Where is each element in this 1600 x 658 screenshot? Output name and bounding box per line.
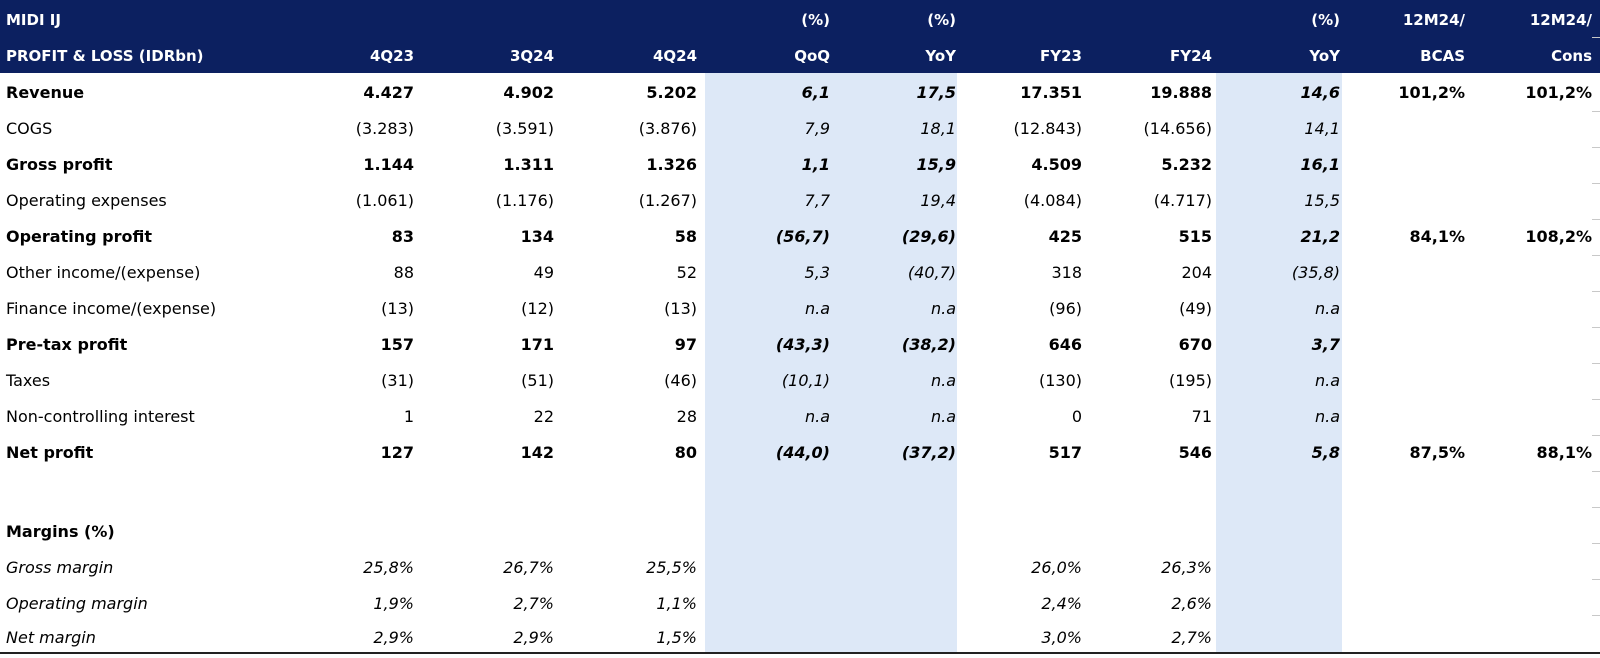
value-cell: 5.232 [1161, 155, 1212, 174]
value-cell: (10,1) [781, 371, 830, 390]
value-cell [1351, 255, 1465, 291]
gridline-tick [1592, 615, 1600, 616]
value-cell: 1,5% [656, 628, 697, 647]
value-cell: 25,8% [363, 558, 414, 577]
value-cell: 19.888 [1150, 83, 1212, 102]
value-cell: 6,1 [801, 83, 830, 102]
value-cell: 1.144 [363, 155, 414, 174]
gridline-tick [1592, 363, 1600, 364]
row-label: Other income/(expense) [6, 263, 201, 282]
value-cell: 14,6 [1300, 83, 1340, 102]
table-title: MIDI IJ [6, 11, 61, 29]
header-cell [968, 2, 1082, 38]
header-cell: 3Q24 [509, 47, 554, 65]
table-row [0, 435, 1600, 471]
value-cell: 4.509 [1031, 155, 1082, 174]
table-row [0, 75, 1600, 111]
value-cell: 28 [676, 407, 697, 426]
header-cell [440, 2, 554, 38]
header-row-1 [0, 2, 1600, 38]
row-label: Taxes [6, 371, 51, 390]
value-cell: (1.176) [495, 191, 554, 210]
value-cell: 1,1 [801, 155, 830, 174]
value-cell: 26,0% [1031, 558, 1082, 577]
header-cell: 4Q23 [369, 47, 414, 65]
gridline-tick [1592, 219, 1600, 220]
value-cell: 157 [380, 335, 414, 354]
gridline-tick [1592, 147, 1600, 148]
table-row [0, 147, 1600, 183]
value-cell: (40,7) [907, 263, 956, 282]
value-cell: 2,9% [373, 628, 414, 647]
value-cell: (13) [381, 299, 414, 318]
value-cell: n.a [930, 407, 956, 426]
margins-heading-row [0, 514, 1600, 550]
value-cell: 97 [674, 335, 697, 354]
value-cell: 127 [380, 443, 414, 462]
header-cell: Cons [1551, 47, 1592, 65]
value-cell: 3,7 [1311, 335, 1340, 354]
value-cell: 88,1% [1536, 443, 1592, 462]
value-cell: (12.843) [1013, 119, 1082, 138]
gridline-tick [1592, 507, 1600, 508]
value-cell: 204 [1181, 263, 1212, 282]
margin-row [0, 550, 1600, 586]
value-cell: 517 [1048, 443, 1082, 462]
value-cell: 15,5 [1304, 191, 1340, 210]
value-cell: 26,3% [1161, 558, 1212, 577]
value-cell: 26,7% [503, 558, 554, 577]
table-row [0, 111, 1600, 147]
row-label: Operating profit [6, 227, 152, 246]
value-cell: (46) [664, 371, 697, 390]
table-bottom-border [0, 652, 1600, 654]
value-cell: 1.311 [503, 155, 554, 174]
table-row [0, 183, 1600, 219]
value-cell: n.a [804, 299, 830, 318]
value-cell: (49) [1179, 299, 1212, 318]
value-cell: 2,7% [1171, 628, 1212, 647]
value-cell: 2,4% [1041, 594, 1082, 613]
value-cell: 5,8 [1311, 443, 1340, 462]
gridline-tick [1592, 255, 1600, 256]
header-cell: (%) [1311, 11, 1340, 29]
header-cell: YoY [1309, 47, 1340, 65]
value-cell: 84,1% [1409, 227, 1465, 246]
value-cell [1351, 111, 1465, 147]
gridline-tick [1592, 579, 1600, 580]
value-cell: 134 [520, 227, 554, 246]
value-cell: 7,7 [804, 191, 830, 210]
value-cell: (56,7) [775, 227, 830, 246]
value-cell: 425 [1048, 227, 1082, 246]
value-cell: 80 [674, 443, 697, 462]
value-cell: (31) [381, 371, 414, 390]
value-cell: (14.656) [1143, 119, 1212, 138]
gridline-tick [1592, 435, 1600, 436]
value-cell: 49 [533, 263, 554, 282]
row-label: Net margin [6, 628, 96, 647]
gridline-tick [1592, 111, 1600, 112]
gridline-tick [1592, 327, 1600, 328]
value-cell: 1.326 [646, 155, 697, 174]
value-cell: n.a [1314, 371, 1340, 390]
value-cell: (51) [521, 371, 554, 390]
row-label: Non-controlling interest [6, 407, 195, 426]
value-cell: (38,2) [901, 335, 956, 354]
table-row [0, 327, 1600, 363]
row-label: Operating expenses [6, 191, 167, 210]
value-cell [1351, 363, 1465, 399]
header-cell: FY23 [1040, 47, 1082, 65]
gridline-tick [1592, 471, 1600, 472]
table-row [0, 255, 1600, 291]
value-cell: 670 [1178, 335, 1212, 354]
gridline-tick [1592, 37, 1600, 38]
value-cell: 21,2 [1300, 227, 1340, 246]
header-cell [300, 2, 414, 38]
value-cell: 58 [674, 227, 697, 246]
gridline-tick [1592, 291, 1600, 292]
value-cell [1351, 183, 1465, 219]
value-cell: 14,1 [1304, 119, 1340, 138]
row-label: Operating margin [6, 594, 148, 613]
gridline-tick [1592, 543, 1600, 544]
value-cell: 101,2% [1398, 83, 1465, 102]
row-label: Finance income/(expense) [6, 299, 217, 318]
row-label: Gross margin [6, 558, 114, 577]
value-cell: (37,2) [901, 443, 956, 462]
value-cell: (3.283) [355, 119, 414, 138]
value-cell: 18,1 [920, 119, 956, 138]
value-cell: 1,9% [373, 594, 414, 613]
value-cell: (195) [1168, 371, 1212, 390]
value-cell: 2,7% [513, 594, 554, 613]
value-cell: 17.351 [1020, 83, 1082, 102]
value-cell: (1.061) [355, 191, 414, 210]
header-cell: 12M24/ [1402, 11, 1465, 29]
margin-row [0, 586, 1600, 622]
value-cell: (4.084) [1023, 191, 1082, 210]
value-cell: 318 [1051, 263, 1082, 282]
header-row-2 [0, 38, 1600, 74]
value-cell [1351, 327, 1465, 363]
value-cell: (1.267) [638, 191, 697, 210]
value-cell [1478, 399, 1592, 435]
value-cell [1478, 111, 1592, 147]
value-cell: 515 [1178, 227, 1212, 246]
value-cell: 19,4 [920, 191, 956, 210]
row-label: Net profit [6, 443, 94, 462]
value-cell: (29,6) [901, 227, 956, 246]
row-label: Gross profit [6, 155, 113, 174]
value-cell: 108,2% [1525, 227, 1592, 246]
value-cell: 142 [520, 443, 554, 462]
value-cell: 83 [391, 227, 414, 246]
value-cell [1478, 291, 1592, 327]
header-cell [1098, 2, 1212, 38]
table-row [0, 291, 1600, 327]
value-cell: 5,3 [804, 263, 830, 282]
value-cell: n.a [930, 371, 956, 390]
header-cell: (%) [927, 11, 956, 29]
value-cell: 2,9% [513, 628, 554, 647]
value-cell: 52 [676, 263, 697, 282]
header-cell: YoY [925, 47, 956, 65]
value-cell: 1 [403, 407, 414, 426]
value-cell: (44,0) [775, 443, 830, 462]
value-cell [1478, 255, 1592, 291]
value-cell [1351, 291, 1465, 327]
gridline-tick [1592, 399, 1600, 400]
value-cell: (3.876) [638, 119, 697, 138]
value-cell: n.a [1314, 407, 1340, 426]
value-cell: 22 [533, 407, 554, 426]
margin-row [0, 620, 1600, 656]
value-cell: (13) [664, 299, 697, 318]
value-cell: (96) [1049, 299, 1082, 318]
value-cell: (4.717) [1153, 191, 1212, 210]
table-row [0, 219, 1600, 255]
row-label: Pre-tax profit [6, 335, 128, 354]
value-cell: 16,1 [1300, 155, 1340, 174]
value-cell: 2,6% [1171, 594, 1212, 613]
value-cell [1478, 327, 1592, 363]
value-cell: n.a [1314, 299, 1340, 318]
value-cell: 4.427 [363, 83, 414, 102]
value-cell [1478, 147, 1592, 183]
header-cell: BCAS [1420, 47, 1465, 65]
value-cell [1351, 147, 1465, 183]
value-cell: 7,9 [804, 119, 830, 138]
value-cell: 0 [1071, 407, 1082, 426]
value-cell: 4.902 [503, 83, 554, 102]
row-label: COGS [6, 119, 53, 138]
header-cell: 12M24/ [1529, 11, 1592, 29]
value-cell: (12) [521, 299, 554, 318]
value-cell: (43,3) [775, 335, 830, 354]
value-cell: 87,5% [1409, 443, 1465, 462]
value-cell [1351, 399, 1465, 435]
value-cell: 88 [393, 263, 414, 282]
value-cell: n.a [930, 299, 956, 318]
value-cell: 25,5% [646, 558, 697, 577]
value-cell: 1,1% [656, 594, 697, 613]
table-row [0, 363, 1600, 399]
row-label: Revenue [6, 83, 85, 102]
header-cell [583, 2, 697, 38]
value-cell: 17,5 [916, 83, 956, 102]
table-row [0, 399, 1600, 435]
value-cell: n.a [804, 407, 830, 426]
value-cell [1478, 183, 1592, 219]
value-cell: 15,9 [916, 155, 956, 174]
header-cell: 4Q24 [652, 47, 697, 65]
value-cell [1478, 363, 1592, 399]
value-cell: (130) [1038, 371, 1082, 390]
value-cell: 171 [520, 335, 554, 354]
margins-heading: Margins (%) [6, 522, 115, 541]
value-cell: 5.202 [646, 83, 697, 102]
header-cell: (%) [801, 11, 830, 29]
value-cell: 3,0% [1041, 628, 1082, 647]
value-cell: 646 [1048, 335, 1082, 354]
header-cell: QoQ [794, 47, 830, 65]
gridline-tick [1592, 183, 1600, 184]
value-cell: 71 [1191, 407, 1212, 426]
value-cell: 101,2% [1525, 83, 1592, 102]
table-subtitle: PROFIT & LOSS (IDRbn) [6, 47, 204, 65]
value-cell: 546 [1178, 443, 1212, 462]
value-cell: (35,8) [1291, 263, 1340, 282]
header-cell: FY24 [1170, 47, 1212, 65]
value-cell: (3.591) [495, 119, 554, 138]
